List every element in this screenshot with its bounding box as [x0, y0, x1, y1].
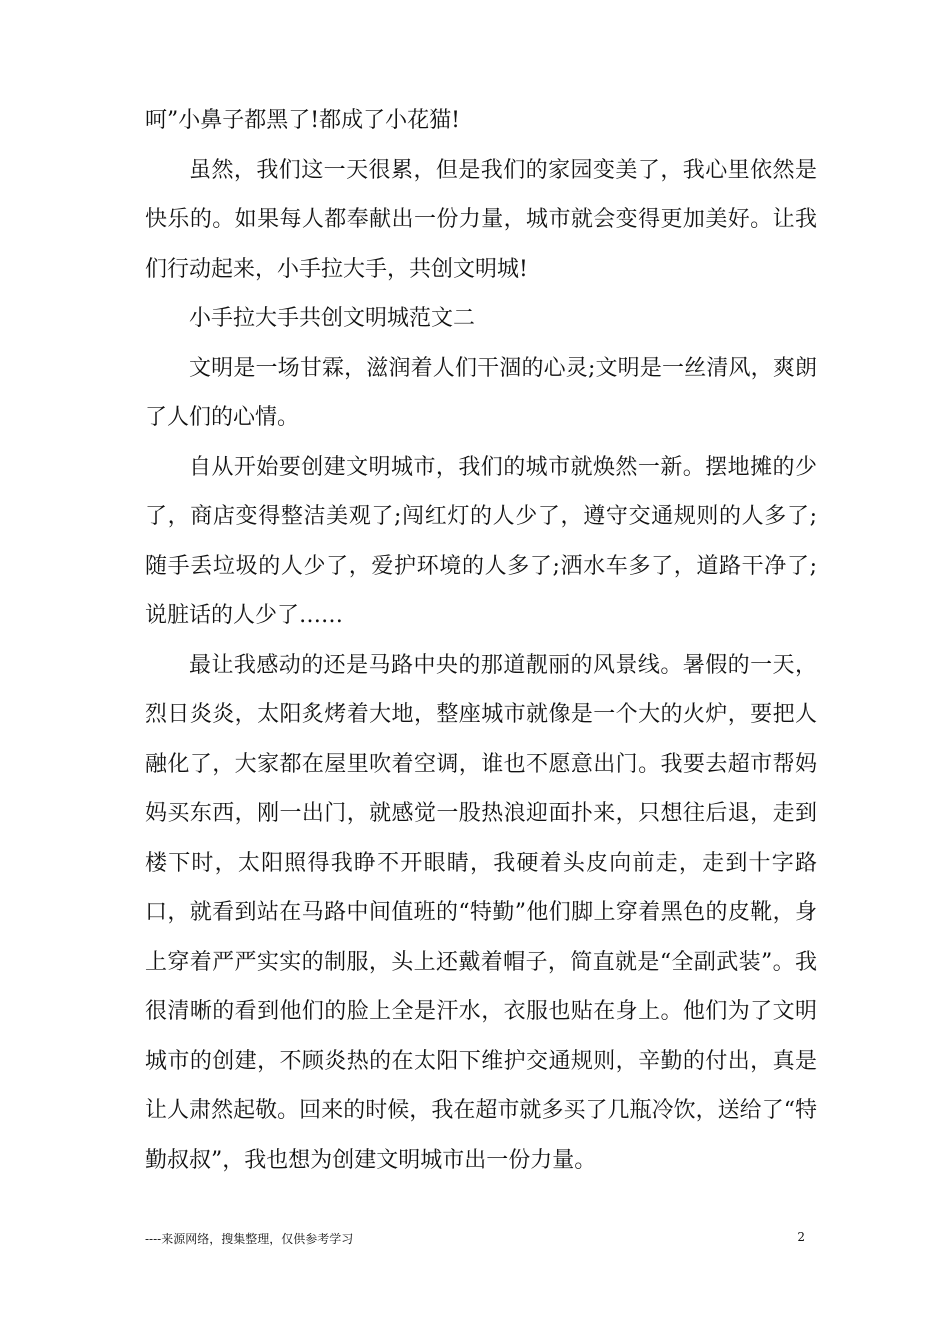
section-heading: 小手拉大手共创文明城范文二 [189, 306, 476, 331]
paragraph: 文明是一场甘霖，滋润着人们干涸的心灵;文明是一丝清风，爽朗了人们的心情。 [145, 355, 817, 430]
paragraph: 虽然，我们这一天很累，但是我们的家园变美了，我心里依然是快乐的。如果每人都奉献出一份力量，城市就会变得更加美好。让我们行动起来，小手拉大手，共创文明城! [145, 157, 817, 282]
page-number: 2 [797, 1230, 805, 1244]
paragraph-continuation: 呵”小鼻子都黑了!都成了小花猫! [145, 108, 460, 133]
paragraph: 最让我感动的还是马路中央的那道靓丽的风景线。暑假的一天，烈日炎炎，太阳炙烤着大地，整座城市就像是一个大的火炉，要把人融化了，大家都在屋里吹着空调，谁也不愿意出门。我要去超市帮妈妈买东西，刚一出门，就感觉一股热浪迎面扑来，只想往后退，走到楼下时，太阳照得我睁不开眼睛，我硬着头皮向前走，走到十字路口，就看到站在马路中间值班的“特勤”他们脚上穿着黑色的皮靴，身上穿着严严实实的制服，头上还戴着帽子，简直就是“全副武装”。我很清晰的看到他们的脸上全是汗水，衣服也贴在身上。他们为了文明城市的创建，不顾炎热的在太阳下维护交通规则，辛勤的付出，真是让人肃然起敬。回来的时候，我在超市就多买了几瓶冷饮，送给了“特勤叔叔”，我也想为创建文明城市出一份力量。 [145, 652, 817, 1173]
document-body [145, 96, 817, 1185]
page-footer [145, 1230, 805, 1254]
footer-source-note: ----来源网络，搜集整理，仅供参考学习 [145, 1232, 354, 1246]
paragraph: 自从开始要创建文明城市，我们的城市就焕然一新。摆地摊的少了，商店变得整洁美观了;闯红灯的人少了，遵守交通规则的人多了;随手丢垃圾的人少了，爱护环境的人多了;洒水车多了，道路干净了;说脏话的人少了…… [145, 454, 817, 628]
